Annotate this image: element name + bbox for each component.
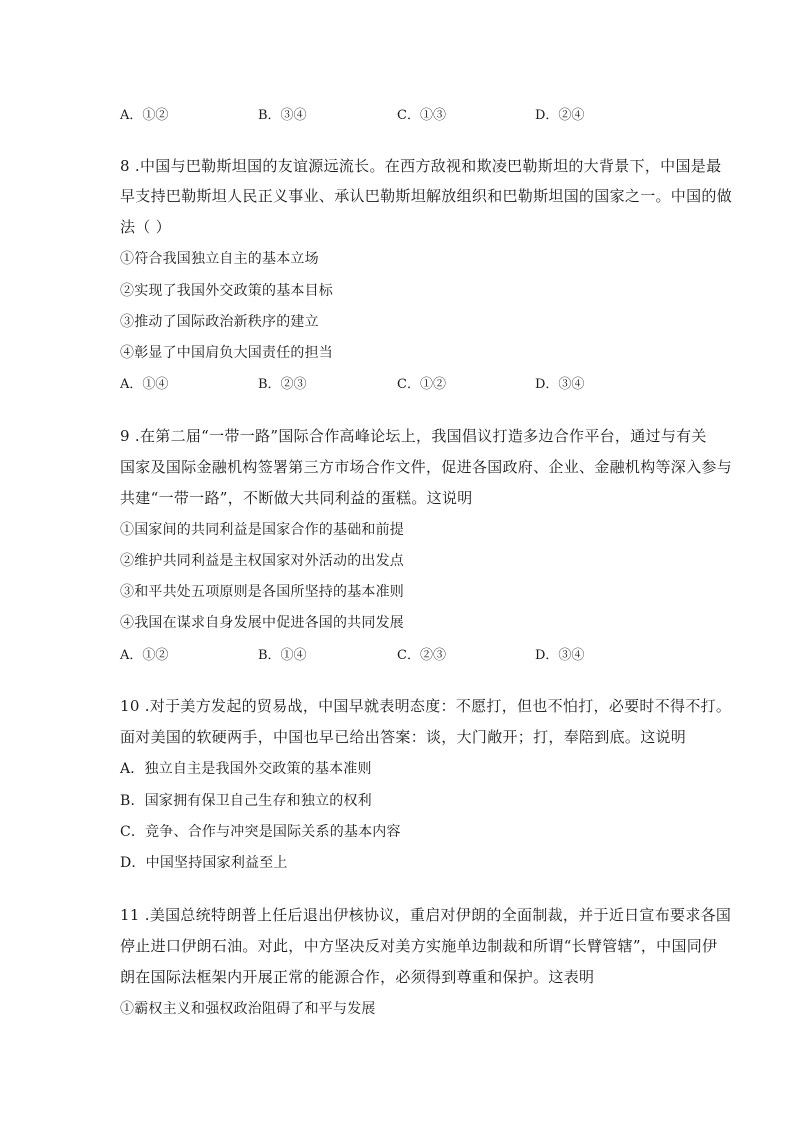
q10-stem-line-2: 面对美国的软硬两手，中国也早已给出答案：谈，大门敞开；打，奉陪到底。这说明 <box>120 728 687 746</box>
option-c[interactable]: C．①② <box>397 377 446 392</box>
q10-option-c[interactable]: C．竞争、合作与冲突是国际关系的基本内容 <box>120 824 401 840</box>
q8-item-1: ①符合我国独立自主的基本立场 <box>120 251 319 267</box>
q8-item-3: ③推动了国际政治新秩序的建立 <box>120 314 319 330</box>
q9-options <box>120 644 680 664</box>
q11-stem-line-3: 朗在国际法框架内开展正常的能源合作，必须得到尊重和保护。这表明 <box>120 968 595 986</box>
q9-stem-line-1: 9 .在第二届“一带一路”国际合作高峰论坛上，我国倡议打造多边合作平台，通过与有关 <box>120 427 707 445</box>
q11-stem-line-1: 11 .美国总统特朗普上任后退出伊核协议，重启对伊朗的全面制裁，并于近日宣布要求各国 <box>120 906 732 924</box>
option-d[interactable]: D．②④ <box>535 108 585 123</box>
q9-stem-line-2: 国家及国际金融机构签署第三方市场合作文件，促进各国政府、企业、金融机构等深入参与 <box>120 458 733 476</box>
option-a[interactable]: A．①④ <box>120 377 169 392</box>
q10-option-b[interactable]: B．国家拥有保卫自己生存和独立的权利 <box>120 793 372 809</box>
q8-item-4: ④彰显了中国肩负大国责任的担当 <box>120 345 333 361</box>
q10-option-a[interactable]: A．独立自主是我国外交政策的基本准则 <box>120 761 372 777</box>
q10-option-d[interactable]: D．中国坚持国家利益至上 <box>120 855 288 871</box>
q11-item-1: ①霸权主义和强权政治阻碍了和平与发展 <box>120 1001 376 1017</box>
q9-item-3: ③和平共处五项原则是各国所坚持的基本准则 <box>120 584 404 600</box>
q8-stem-line-3: 法（ ） <box>120 218 171 236</box>
q8-stem-line-2: 早支持巴勒斯坦人民正义事业、承认巴勒斯坦解放组织和巴勒斯坦国的国家之一。中国的做 <box>120 187 733 205</box>
option-b[interactable]: B．③④ <box>258 108 307 123</box>
q9-item-4: ④我国在谋求自身发展中促进各国的共同发展 <box>120 615 404 631</box>
q11-stem-line-2: 停止进口伊朗石油。对此，中方坚决反对美方实施单边制裁和所谓“长臂管辖”，中国同伊 <box>120 937 718 955</box>
q10-stem-line-1: 10 .对于美方发起的贸易战，中国早就表明态度：不愿打，但也不怕打，必要时不得不打。 <box>120 697 732 715</box>
option-d[interactable]: D．③④ <box>535 648 585 663</box>
q8-stem-line-1: 8 .中国与巴勒斯坦国的友谊源远流长。在西方敌视和欺凌巴勒斯坦的大背景下，中国是最 <box>120 157 722 175</box>
q7-options <box>120 104 680 124</box>
option-a[interactable]: A．①② <box>120 108 169 123</box>
option-d[interactable]: D．③④ <box>535 377 585 392</box>
option-a[interactable]: A．①② <box>120 648 169 663</box>
q9-item-1: ①国家间的共同利益是国家合作的基础和前提 <box>120 522 404 538</box>
option-c[interactable]: C．①③ <box>397 108 446 123</box>
option-b[interactable]: B．②③ <box>258 377 307 392</box>
q8-item-2: ②实现了我国外交政策的基本目标 <box>120 283 333 299</box>
q8-options <box>120 373 680 393</box>
q9-stem-line-3: 共建“一带一路”，不断做大共同利益的蛋糕。这说明 <box>120 489 473 507</box>
option-b[interactable]: B．①④ <box>258 648 307 663</box>
q9-item-2: ②维护共同利益是主权国家对外活动的出发点 <box>120 553 404 569</box>
option-c[interactable]: C．②③ <box>397 648 446 663</box>
